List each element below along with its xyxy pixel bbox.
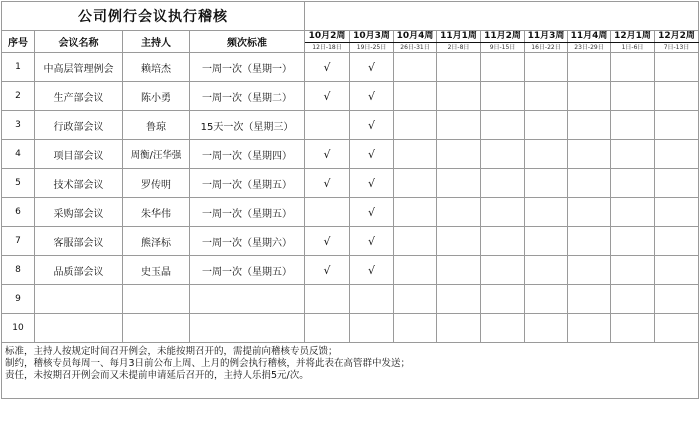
check-mark-cell bbox=[394, 169, 437, 198]
week-dates: 2日-8日 bbox=[437, 43, 481, 53]
check-mark-cell: √ bbox=[305, 227, 350, 256]
audit-table bbox=[1, 1, 699, 399]
host-name bbox=[123, 285, 190, 314]
check-mark-cell bbox=[394, 111, 437, 140]
row-number: 7 bbox=[2, 227, 35, 256]
check-mark-cell bbox=[525, 314, 568, 343]
host-name: 熊泽标 bbox=[123, 227, 190, 256]
frequency-standard: 一周一次（星期六） bbox=[190, 227, 305, 256]
note-standard: 标准，主持人按规定时间召开例会，未能按期召开的，需提前向稽核专员反馈； bbox=[5, 346, 338, 357]
check-mark-cell bbox=[481, 314, 525, 343]
check-mark-cell: √ bbox=[305, 256, 350, 285]
check-mark-cell bbox=[437, 256, 481, 285]
check-mark-cell: √ bbox=[305, 169, 350, 198]
week-dates: 23日-29日 bbox=[568, 43, 611, 53]
table-row bbox=[2, 256, 699, 285]
check-mark-cell bbox=[655, 111, 699, 140]
check-mark-cell bbox=[394, 227, 437, 256]
check-mark-cell bbox=[655, 227, 699, 256]
check-mark-cell bbox=[305, 198, 350, 227]
meeting-name: 行政部会议 bbox=[35, 111, 123, 140]
check-mark-cell bbox=[305, 285, 350, 314]
table-row bbox=[2, 111, 699, 140]
check-mark-cell bbox=[568, 82, 611, 111]
week-label: 10月4周 bbox=[394, 31, 437, 43]
check-mark-cell: √ bbox=[305, 53, 350, 82]
host-name bbox=[123, 314, 190, 343]
meeting-name: 客服部会议 bbox=[35, 227, 123, 256]
check-mark-cell bbox=[481, 256, 525, 285]
table-row bbox=[2, 198, 699, 227]
meeting-name: 采购部会议 bbox=[35, 198, 123, 227]
check-mark-cell bbox=[655, 82, 699, 111]
check-mark-cell bbox=[437, 169, 481, 198]
frequency-standard: 15天一次（星期三） bbox=[190, 111, 305, 140]
host-name: 鲁琼 bbox=[123, 111, 190, 140]
check-mark-cell bbox=[611, 82, 655, 111]
check-mark-cell bbox=[655, 314, 699, 343]
check-mark-cell bbox=[568, 198, 611, 227]
check-mark-cell bbox=[568, 285, 611, 314]
check-mark-cell: √ bbox=[350, 256, 394, 285]
sheet-title: 公司例行会议执行稽核 bbox=[2, 2, 305, 31]
week-label: 11月3周 bbox=[525, 31, 568, 43]
check-mark-cell bbox=[525, 285, 568, 314]
check-mark-cell bbox=[437, 198, 481, 227]
week-dates: 19日-25日 bbox=[350, 43, 394, 53]
row-number: 3 bbox=[2, 111, 35, 140]
table-row bbox=[2, 140, 699, 169]
frequency-standard: 一周一次（星期五） bbox=[190, 256, 305, 285]
row-number: 10 bbox=[2, 314, 35, 343]
week-dates: 9日-15日 bbox=[481, 43, 525, 53]
check-mark-cell: √ bbox=[350, 53, 394, 82]
week-label: 12月1周 bbox=[611, 31, 655, 43]
check-mark-cell bbox=[611, 169, 655, 198]
note-responsibility: 责任，未按期召开例会而又未提前申请延后召开的，主持人乐捐5元/次。 bbox=[5, 370, 309, 381]
week-dates: 7日-13日 bbox=[655, 43, 699, 53]
check-mark-cell bbox=[437, 53, 481, 82]
week-label: 12月2周 bbox=[655, 31, 699, 43]
title-spacer bbox=[305, 2, 699, 31]
table-row bbox=[2, 53, 699, 82]
check-mark-cell bbox=[655, 53, 699, 82]
check-mark-cell bbox=[525, 111, 568, 140]
check-mark-cell bbox=[437, 140, 481, 169]
check-mark-cell bbox=[394, 256, 437, 285]
check-mark-cell bbox=[305, 111, 350, 140]
week-label: 10月3周 bbox=[350, 31, 394, 43]
meeting-name: 品质部会议 bbox=[35, 256, 123, 285]
check-mark-cell bbox=[350, 285, 394, 314]
header-meeting: 会议名称 bbox=[35, 31, 123, 53]
meeting-name bbox=[35, 285, 123, 314]
title-row bbox=[2, 2, 699, 31]
check-mark-cell bbox=[437, 227, 481, 256]
check-mark-cell bbox=[655, 198, 699, 227]
notes-cell bbox=[2, 343, 699, 399]
host-name: 朱华伟 bbox=[123, 198, 190, 227]
check-mark-cell bbox=[655, 169, 699, 198]
row-number: 4 bbox=[2, 140, 35, 169]
check-mark-cell bbox=[568, 111, 611, 140]
check-mark-cell bbox=[481, 169, 525, 198]
check-mark-cell bbox=[611, 285, 655, 314]
check-mark-cell bbox=[481, 198, 525, 227]
check-mark-cell bbox=[525, 82, 568, 111]
check-mark-cell bbox=[394, 140, 437, 169]
check-mark-cell bbox=[611, 53, 655, 82]
check-mark-cell: √ bbox=[350, 140, 394, 169]
check-mark-cell bbox=[525, 140, 568, 169]
check-mark-cell: √ bbox=[350, 198, 394, 227]
header-frequency: 频次标准 bbox=[190, 31, 305, 53]
check-mark-cell bbox=[611, 256, 655, 285]
check-mark-cell bbox=[611, 111, 655, 140]
row-number: 1 bbox=[2, 53, 35, 82]
host-name: 周衡/汪华强 bbox=[123, 140, 190, 169]
check-mark-cell: √ bbox=[350, 169, 394, 198]
check-mark-cell bbox=[655, 256, 699, 285]
check-mark-cell bbox=[525, 53, 568, 82]
check-mark-cell bbox=[305, 314, 350, 343]
week-dates: 16日-22日 bbox=[525, 43, 568, 53]
check-mark-cell: √ bbox=[305, 140, 350, 169]
check-mark-cell bbox=[525, 227, 568, 256]
meeting-name bbox=[35, 314, 123, 343]
table-row bbox=[2, 314, 699, 343]
row-number: 2 bbox=[2, 82, 35, 111]
check-mark-cell bbox=[394, 82, 437, 111]
header-no: 序号 bbox=[2, 31, 35, 53]
check-mark-cell: √ bbox=[350, 111, 394, 140]
check-mark-cell bbox=[655, 285, 699, 314]
frequency-standard bbox=[190, 285, 305, 314]
week-label: 10月2周 bbox=[305, 31, 350, 43]
header-host: 主持人 bbox=[123, 31, 190, 53]
check-mark-cell bbox=[437, 285, 481, 314]
header-row-weeks bbox=[2, 31, 699, 43]
check-mark-cell bbox=[611, 198, 655, 227]
week-label: 11月2周 bbox=[481, 31, 525, 43]
meeting-name: 中高层管理例会 bbox=[35, 53, 123, 82]
row-number: 5 bbox=[2, 169, 35, 198]
notes-row bbox=[2, 343, 699, 399]
check-mark-cell bbox=[394, 53, 437, 82]
week-dates: 1日-6日 bbox=[611, 43, 655, 53]
check-mark-cell bbox=[394, 285, 437, 314]
table-row bbox=[2, 285, 699, 314]
frequency-standard: 一周一次（星期二） bbox=[190, 82, 305, 111]
check-mark-cell bbox=[525, 198, 568, 227]
check-mark-cell bbox=[481, 111, 525, 140]
host-name: 史玉晶 bbox=[123, 256, 190, 285]
week-label: 11月4周 bbox=[568, 31, 611, 43]
row-number: 6 bbox=[2, 198, 35, 227]
check-mark-cell: √ bbox=[350, 227, 394, 256]
note-constraint: 制约，稽核专员每周一、每月3日前公布上周、上月的例会执行稽核，并将此表在高管群中发送； bbox=[5, 358, 411, 369]
row-number: 9 bbox=[2, 285, 35, 314]
check-mark-cell bbox=[568, 256, 611, 285]
check-mark-cell bbox=[568, 314, 611, 343]
check-mark-cell bbox=[611, 227, 655, 256]
check-mark-cell bbox=[481, 140, 525, 169]
host-name: 赖培杰 bbox=[123, 53, 190, 82]
check-mark-cell bbox=[611, 140, 655, 169]
check-mark-cell bbox=[437, 82, 481, 111]
row-number: 8 bbox=[2, 256, 35, 285]
table-row bbox=[2, 82, 699, 111]
week-label: 11月1周 bbox=[437, 31, 481, 43]
meeting-name: 技术部会议 bbox=[35, 169, 123, 198]
week-dates: 26日-31日 bbox=[394, 43, 437, 53]
check-mark-cell bbox=[525, 256, 568, 285]
check-mark-cell bbox=[525, 169, 568, 198]
check-mark-cell bbox=[481, 285, 525, 314]
check-mark-cell bbox=[481, 227, 525, 256]
check-mark-cell bbox=[350, 314, 394, 343]
check-mark-cell bbox=[611, 314, 655, 343]
check-mark-cell bbox=[437, 314, 481, 343]
check-mark-cell bbox=[568, 140, 611, 169]
table-row bbox=[2, 227, 699, 256]
check-mark-cell bbox=[481, 82, 525, 111]
host-name: 陈小勇 bbox=[123, 82, 190, 111]
check-mark-cell bbox=[568, 169, 611, 198]
check-mark-cell bbox=[394, 198, 437, 227]
frequency-standard: 一周一次（星期五） bbox=[190, 169, 305, 198]
check-mark-cell bbox=[568, 227, 611, 256]
check-mark-cell bbox=[437, 111, 481, 140]
check-mark-cell bbox=[481, 53, 525, 82]
frequency-standard bbox=[190, 314, 305, 343]
check-mark-cell bbox=[394, 314, 437, 343]
check-mark-cell: √ bbox=[350, 82, 394, 111]
table-row bbox=[2, 169, 699, 198]
meeting-name: 项目部会议 bbox=[35, 140, 123, 169]
check-mark-cell: √ bbox=[305, 82, 350, 111]
check-mark-cell bbox=[655, 140, 699, 169]
week-dates: 12日-18日 bbox=[305, 43, 350, 53]
meeting-name: 生产部会议 bbox=[35, 82, 123, 111]
host-name: 罗传明 bbox=[123, 169, 190, 198]
frequency-standard: 一周一次（星期一） bbox=[190, 53, 305, 82]
frequency-standard: 一周一次（星期四） bbox=[190, 140, 305, 169]
frequency-standard: 一周一次（星期五） bbox=[190, 198, 305, 227]
check-mark-cell bbox=[568, 53, 611, 82]
